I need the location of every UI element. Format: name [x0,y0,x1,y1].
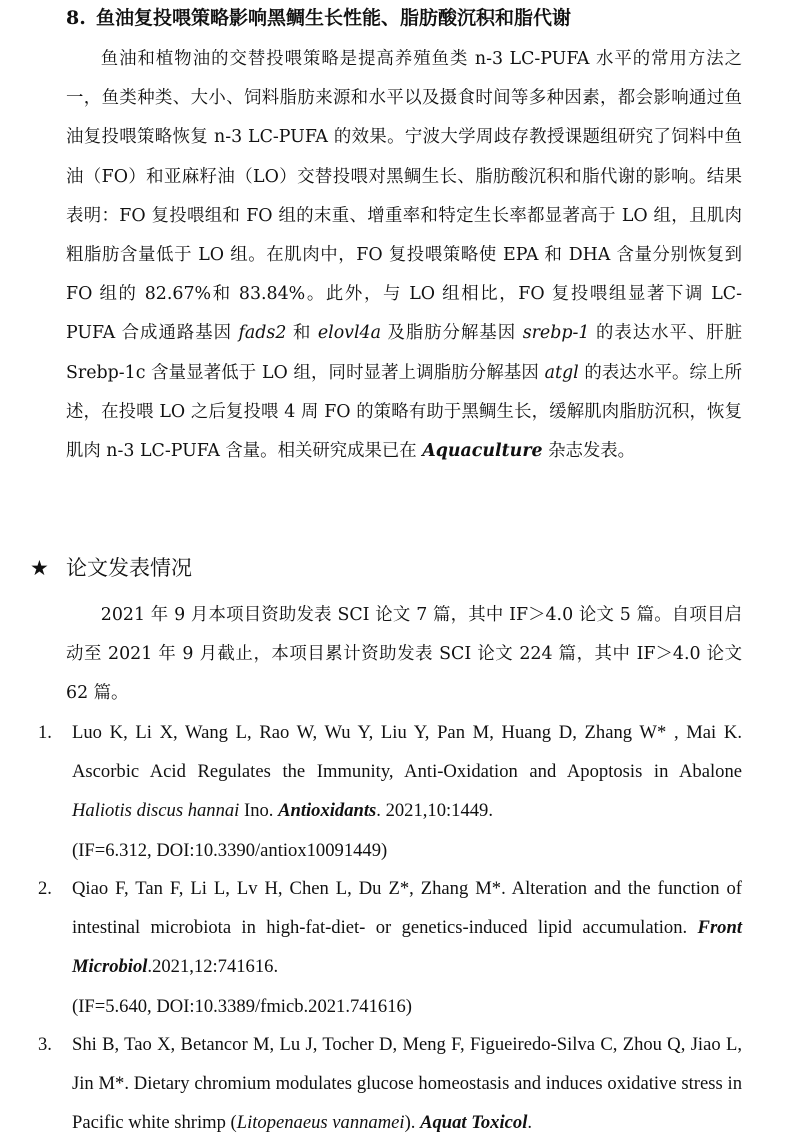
paragraph-text: 及脂肪分解基因 [381,323,523,344]
journal-name: Aquaculture [422,441,543,462]
reference-text: . 2021,10:1449. [376,800,493,822]
reference-info: (IF=5.640, DOI:10.3389/fmicb.2021.741616) [72,995,412,1017]
publications-summary: 2021 年 9 月本项目资助发表 SCI 论文 7 篇，其中 IF＞4.0 论文 5 篇。自项目启动至 2021 年 9 月截止，本项目累计资助发表 SCI 论文 224 篇，其中 IF＞4.0 论文 62 篇。 [66,605,742,704]
journal-name: Front Microbiol [72,917,742,978]
journal-name: Antioxidants [278,800,377,822]
gene-name: elovl4a [317,323,381,344]
paragraph-text: 的表达水平。综上所述，在投喂 LO 之后复投喂 4 周 FO 的策略有助于黑鲷生长，缓解肌肉脂肪沉积，恢复肌肉 n-3 LC-PUFA 含量。相关研究成果已在 [66,362,742,462]
paragraph-text: 杂志发表。 [542,441,636,462]
species-name: Haliotis discus hannai [72,800,240,822]
reference-number: 1. [38,722,52,743]
journal-name: Aquat Toxicol [420,1112,528,1134]
reference-number: 2. [38,878,52,899]
reference-text: .2021,12:741616. [147,956,279,978]
reference-info: (IF=6.312, DOI:10.3390/antiox10091449) [72,839,388,861]
paragraph-text: 的表达水平、肝脏 Srebp-1c 含量显著低于 LO 组，同时显著上调脂肪分解基因 [66,323,742,383]
paragraph-text: 鱼油和植物油的交替投喂策略是提高养殖鱼类 n-3 LC-PUFA 水平的常用方法之一，鱼类种类、大小、饲料脂肪来源和水平以及摄食时间等多种因素，都会影响通过鱼油复投喂策略恢复 n-3 LC-PUFA 的效果。宁波大学周歧存教授课题组研究了饲料中鱼油（FO）和亚麻籽油（LO）交替投喂对黑鲷生长、脂肪酸沉积和脂代谢的影响。结果表明：FO 复投喂组和 FO 组的末重、增重率和特定生长率都显著高于 LO 组，且肌肉粗脂肪含量低于 LO 组。在肌肉中，FO 复投喂策略使 EPA 和 DHA 含量分别恢复到 FO 组的 82.67%和 83.84%。此外，与 LO 组相比，FO 复投喂组显著下调 LC-PUFA 合成通路基因 [66,49,742,344]
species-name: Litopenaeus vannamei [236,1112,405,1134]
reference-number: 3. [38,1034,52,1055]
publications-title: 论文发表情况 [66,556,192,580]
reference-text: ). [404,1112,421,1134]
reference-text: Ino. [239,800,279,822]
star-icon: ★ [30,556,49,580]
publications-heading [30,552,730,584]
reference-text: . [527,1112,533,1134]
section-paragraph [66,40,742,471]
section-title: 鱼油复投喂策略影响黑鲷生长性能、脂肪酸沉积和脂代谢 [96,7,572,29]
reference-item [38,869,742,1026]
section-number: 8. [66,7,86,29]
reference-text: Luo K, Li X, Wang L, Rao W, Wu Y, Liu Y, Pan M, Huang D, Zhang W* , Mai K. Ascorbic Acid Regulates the Immunity, Anti-Oxidation and Apoptosis in Abalone [72,722,742,783]
section-heading [66,4,742,32]
gene-name: atgl [544,362,579,383]
paragraph-text: 和 [286,323,318,344]
reference-text: Qiao F, Tan F, Li L, Lv H, Chen L, Du Z*, Zhang M*. Alteration and the function of intestinal microbiota in high-fat-diet- or genetics-induced lipid accumulation. [72,878,742,939]
gene-name: fads2 [238,323,287,344]
gene-name: srebp-1 [522,323,590,344]
reference-text: Shi B, Tao X, Betancor M, Lu J, Tocher D, Meng F, Figueiredo-Silva C, Zhou Q, Jiao L, Jin M*. Dietary chromium modulates glucose homeostasis and induces oxidative stress in Pacific white shrimp ( [72,1034,742,1134]
reference-item [38,713,742,870]
reference-item [38,1025,742,1143]
